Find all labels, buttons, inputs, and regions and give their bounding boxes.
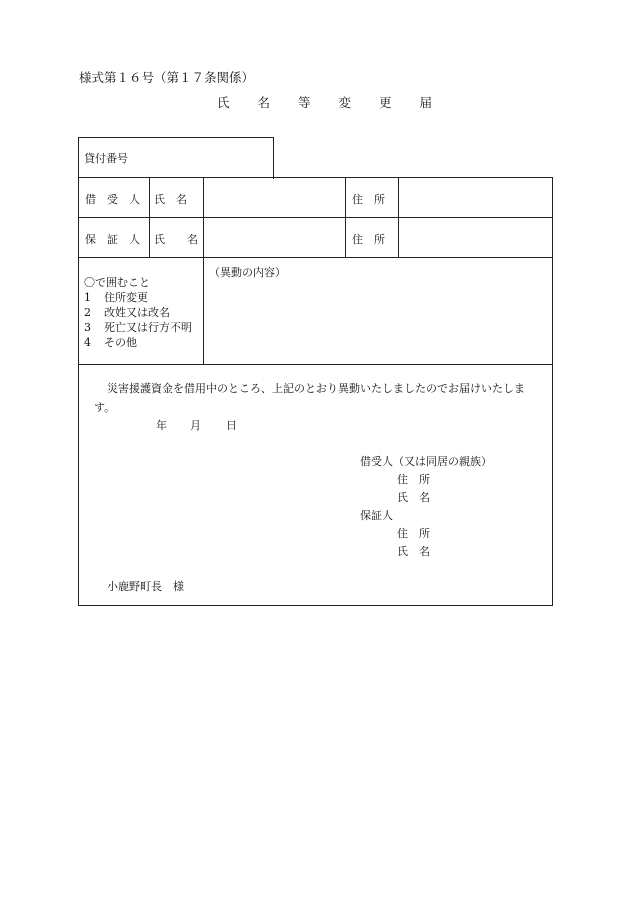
change-reason-row — [78, 257, 553, 365]
option-number: 3 — [84, 321, 91, 334]
declaration-box — [78, 364, 553, 606]
title-char: 氏 — [216, 95, 231, 110]
option-label: 死亡又は行方不明 — [104, 321, 192, 334]
guarantor-signature-name: 氏 名 — [397, 545, 430, 558]
borrower-signature-heading: 借受人（又は同居の親族） — [360, 455, 492, 468]
guarantor-name-label: 氏 名 — [154, 233, 198, 246]
guarantor-address-label: 住 所 — [352, 233, 385, 246]
guarantor-signature-address: 住 所 — [397, 527, 430, 540]
title-char: 届 — [419, 95, 433, 110]
guarantor-signature-heading: 保証人 — [360, 509, 393, 522]
loan-number-box — [78, 137, 274, 179]
option-number: 4 — [84, 336, 91, 349]
option-item[interactable] — [84, 290, 192, 305]
title-char: 変 — [338, 95, 352, 110]
borrower-signature-name: 氏 名 — [397, 491, 430, 504]
borrower-address-label: 住 所 — [352, 193, 385, 206]
change-reason-options — [84, 275, 192, 350]
addressee: 小鹿野町長 様 — [107, 580, 184, 593]
borrower-signature-address: 住 所 — [397, 473, 430, 486]
option-item[interactable] — [84, 305, 192, 320]
option-label: その他 — [104, 336, 137, 349]
loan-number-label: 貸付番号 — [84, 152, 128, 165]
declaration-statement-line2: す。 — [94, 401, 116, 414]
borrower-name-label: 氏 名 — [154, 193, 187, 206]
borrower-row — [78, 177, 553, 218]
title-char: 等 — [297, 95, 312, 110]
borrower-label: 借 受 人 — [85, 193, 140, 206]
option-number: 2 — [84, 306, 91, 319]
guarantor-row — [78, 217, 553, 258]
option-label: 改姓又は改名 — [104, 306, 170, 319]
option-number: 1 — [84, 291, 91, 304]
declaration-statement-line1: 災害援護資金を借用中のところ、上記のとおり異動いたしましたのでお届けいたしま — [107, 382, 525, 395]
form-number: 様式第１６号（第１７条関係） — [79, 70, 255, 85]
title-char: 更 — [378, 95, 393, 110]
change-details-label: （異動の内容） — [209, 266, 286, 279]
guarantor-label: 保 証 人 — [85, 233, 140, 246]
date-year-label: 年 — [156, 419, 167, 432]
date-day-label: 日 — [226, 419, 237, 432]
circle-instruction: 〇で囲むこと — [84, 276, 150, 289]
title-char: 名 — [257, 95, 271, 110]
form-title — [0, 93, 630, 111]
option-item[interactable] — [84, 320, 192, 335]
option-label: 住所変更 — [104, 291, 148, 304]
option-item[interactable] — [84, 335, 192, 350]
date-month-label: 月 — [190, 419, 201, 432]
